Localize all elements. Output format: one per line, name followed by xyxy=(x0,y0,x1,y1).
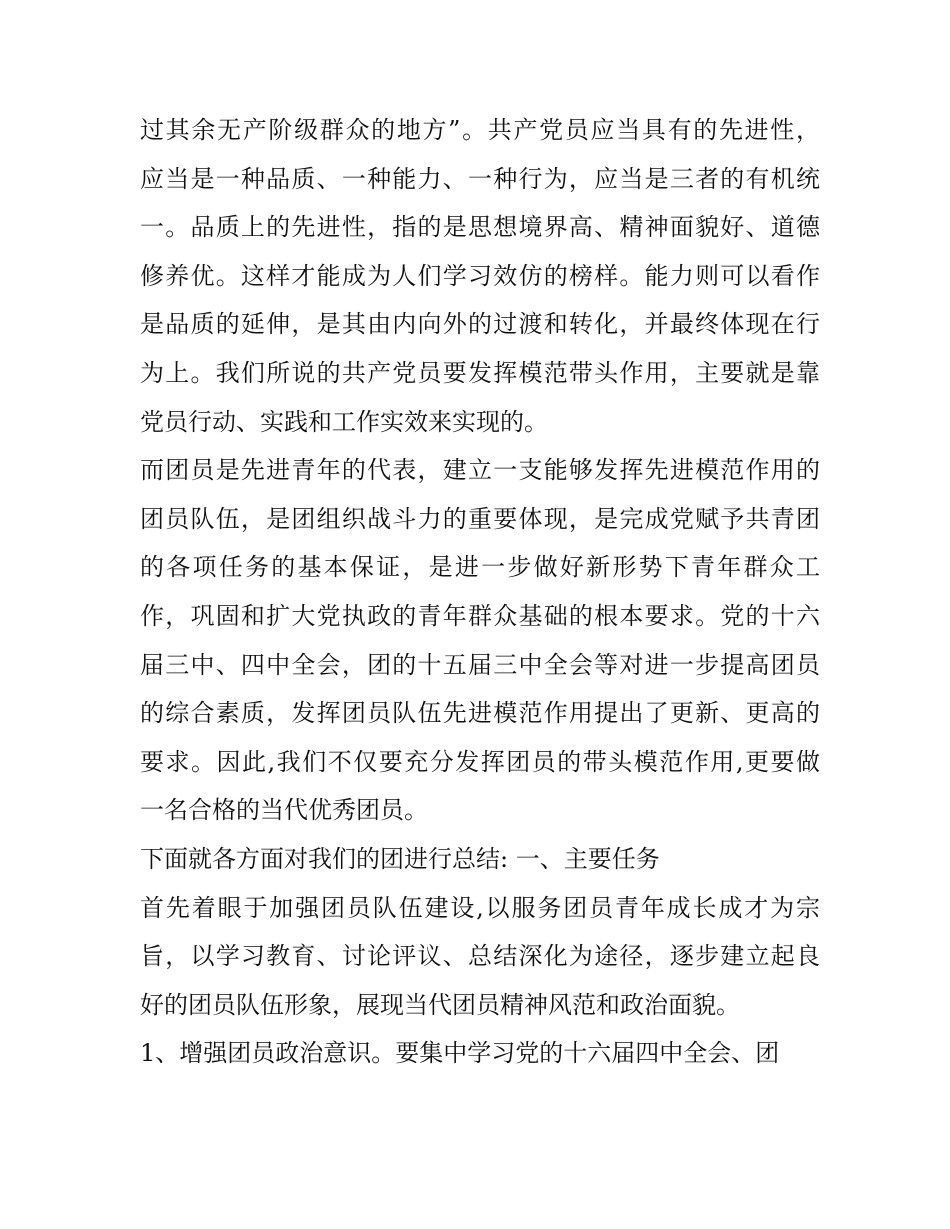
text-line: 一。品质上的先进性，指的是思想境界高、精神面貌好、道德 xyxy=(140,213,820,242)
text-line: 届三中、四中全会，团的十五届三中全会等对进一步提高团员 xyxy=(140,650,820,679)
text-line: 过其余无产阶级群众的地方”。共产党员应当具有的先进性， xyxy=(140,116,820,144)
text-line: 一名合格的当代优秀团员。 xyxy=(140,796,428,825)
text-line: 要求。因此,我们不仅要充分发挥团员的带头模范作用,更要做 xyxy=(140,747,820,776)
text-line: 的综合素质，发挥团员队伍先进模范作用提出了更新、更高的 xyxy=(140,699,820,728)
text-line: 旨，以学习教育、讨论评议、总结深化为途径，逐步建立起良 xyxy=(140,942,820,971)
paragraph-1 xyxy=(140,106,820,446)
paragraph-3 xyxy=(140,835,820,884)
text-line: 是品质的延伸，是其由内向外的过渡和转化，并最终体现在行 xyxy=(140,310,820,339)
paragraph-4 xyxy=(140,884,820,1030)
text-line: 修养优。这样才能成为人们学习效仿的榜样。能力则可以看作 xyxy=(140,261,820,290)
text-line: 好的团员队伍形象，展现当代团员精神风范和政治面貌。 xyxy=(140,990,740,1019)
text-line: 党员行动、实践和工作实效来实现的。 xyxy=(140,407,548,436)
numbered-item-line: 1、增强团员政治意识。要集中学习党的十六届四中全会、团 xyxy=(140,1039,780,1068)
paragraph-2 xyxy=(140,446,820,835)
text-line: 作，巩固和扩大党执政的青年群众基础的根本要求。党的十六 xyxy=(140,601,820,630)
paragraph-5 xyxy=(140,1029,820,1078)
text-line: 团员队伍，是团组织战斗力的重要体现，是完成党赋予共青团 xyxy=(140,504,820,533)
text-line: 而团员是先进青年的代表，建立一支能够发挥先进模范作用的 xyxy=(140,456,820,485)
text-line: 的各项任务的基本保证，是进一步做好新形势下青年群众工 xyxy=(140,553,820,582)
text-line: 应当是一种品质、一种能力、一种行为，应当是三者的有机统 xyxy=(140,164,820,193)
section-heading-line: 下面就各方面对我们的团进行总结: 一、主要任务 xyxy=(140,844,660,873)
document-page xyxy=(140,106,820,1078)
text-line: 首先着眼于加强团员队伍建设,以服务团员青年成长成才为宗 xyxy=(140,893,820,922)
text-line: 为上。我们所说的共产党员要发挥模范带头作用，主要就是靠 xyxy=(140,358,820,387)
